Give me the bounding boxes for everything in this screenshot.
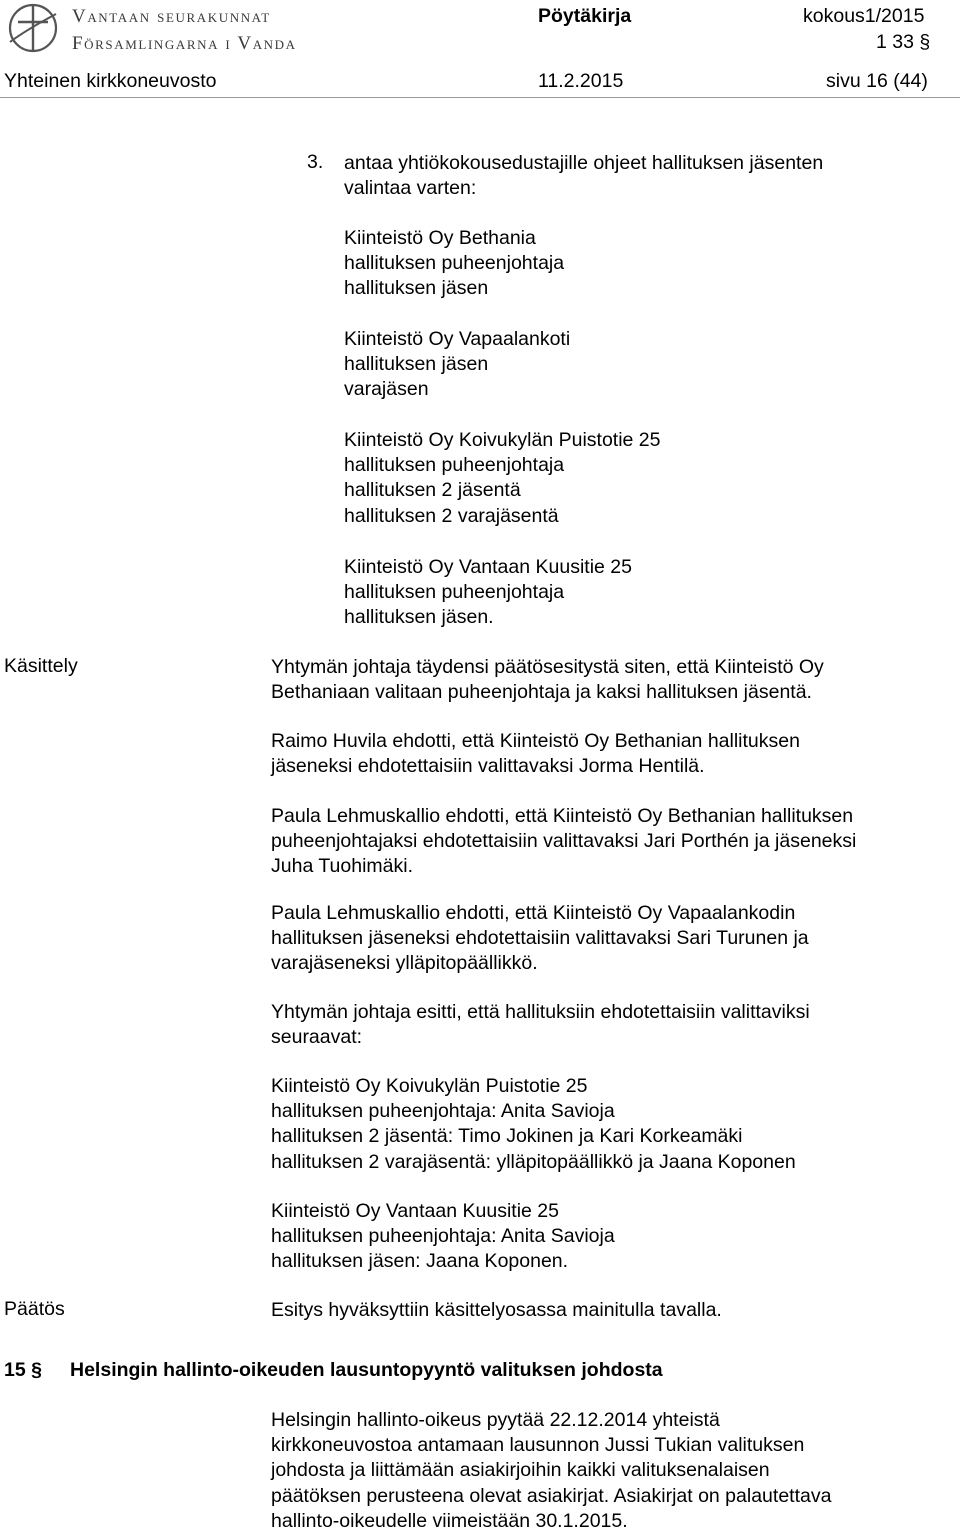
parish-logo-icon (4, 2, 62, 54)
list-item-text (344, 151, 823, 201)
text-line: Yhtymän johtaja esitti, että hallituksiin ehdotettaisiin valittaviksi (271, 1001, 810, 1023)
page-number: sivu 16 (44) (826, 70, 928, 92)
text-line: Kiinteistö Oy Vantaan Kuusitie 25 (271, 1200, 559, 1222)
kasittely-paragraph-7 (271, 1199, 615, 1275)
text-line: seuraavat: (271, 1026, 363, 1049)
company-block-kuusitie (344, 555, 632, 631)
text-line: Juha Tuohimäki. (271, 855, 413, 878)
company-block-vapaalankoti (344, 327, 570, 403)
text-line: antaa yhtiökokousedustajille ohjeet hallituksen jäsenten (344, 152, 824, 174)
section-label-paatos: Päätös (4, 1298, 65, 1320)
text-line: valintaa varten: (344, 177, 477, 200)
company-role: hallituksen puheenjohtaja (344, 252, 565, 275)
company-role: hallituksen jäsen. (344, 606, 494, 629)
header-divider (0, 97, 960, 98)
organization-name-fi: Vantaan seurakunnat (72, 6, 271, 27)
organization-name-sv: Församlingarna i Vanda (72, 33, 297, 54)
text-line: Bethaniaan valitaan puheenjohtaja ja kaksi hallituksen jäsentä. (271, 681, 812, 704)
company-block-koivukyla (344, 428, 661, 529)
kasittely-paragraph-6 (271, 1074, 796, 1175)
kasittely-paragraph-5 (271, 1000, 810, 1050)
text-line: päätöksen perusteena olevat asiakirjat. Asiakirjat on palautettava (271, 1484, 832, 1507)
text-line: Paula Lehmuskallio ehdotti, että Kiinteistö Oy Vapaalankodin (271, 902, 796, 924)
company-name: Kiinteistö Oy Koivukylän Puistotie 25 (344, 429, 661, 451)
kasittely-paragraph-3 (271, 804, 856, 880)
company-role: varajäsen (344, 378, 429, 401)
text-line: kirkkoneuvostoa antamaan lausunnon Jussi Tukian valituksen (271, 1434, 805, 1457)
company-block-bethania (344, 226, 564, 302)
text-line: johdosta ja liittämään asiakirjoihin kaikki valituksenalaisen (271, 1459, 770, 1482)
text-line: hallituksen jäsen: Jaana Koponen. (271, 1250, 569, 1273)
company-name: Kiinteistö Oy Bethania (344, 227, 536, 249)
meeting-number: kokous1/2015 (803, 5, 925, 27)
company-name: Kiinteistö Oy Vantaan Kuusitie 25 (344, 556, 632, 578)
kasittely-paragraph-4 (271, 901, 809, 977)
company-role: hallituksen jäsen (344, 353, 489, 376)
section-number: 15 § (4, 1359, 42, 1381)
company-name: Kiinteistö Oy Vapaalankoti (344, 328, 571, 350)
document-type: Pöytäkirja (538, 5, 632, 27)
text-line: hallituksen jäseneksi ehdotettaisiin valittavaksi Sari Turunen ja (271, 927, 809, 950)
text-line: puheenjohtajaksi ehdotettaisiin valittavaksi Jari Porthén ja jäseneksi (271, 830, 857, 853)
section-range: 1 33 § (876, 31, 931, 53)
text-line: hallituksen 2 varajäsentä: ylläpitopäällikkö ja Jaana Koponen (271, 1150, 796, 1173)
meeting-date: 11.2.2015 (538, 70, 624, 92)
text-line: Paula Lehmuskallio ehdotti, että Kiinteistö Oy Bethanian hallituksen (271, 805, 854, 827)
company-role: hallituksen 2 jäsentä (344, 479, 521, 502)
section-label-kasittely: Käsittely (4, 655, 78, 677)
text-line: Kiinteistö Oy Koivukylän Puistotie 25 (271, 1075, 588, 1097)
text-line: Helsingin hallinto-oikeus pyytää 22.12.2014 yhteistä (271, 1409, 720, 1431)
text-line: hallituksen puheenjohtaja: Anita Savioja (271, 1100, 615, 1123)
kasittely-paragraph-1 (271, 655, 824, 705)
list-item-number: 3. (307, 151, 324, 173)
company-role: hallituksen puheenjohtaja (344, 581, 565, 604)
text-line: hallituksen puheenjohtaja: Anita Savioja (271, 1225, 615, 1248)
company-role: hallituksen puheenjohtaja (344, 454, 565, 477)
text-line: Yhtymän johtaja täydensi päätösesitystä siten, että Kiinteistö Oy (271, 656, 824, 678)
text-line: hallituksen 2 jäsentä: Timo Jokinen ja Kari Korkeamäki (271, 1125, 743, 1148)
text-line: jäseneksi ehdotettaisiin valittavaksi Jorma Hentilä. (271, 755, 705, 778)
company-role: hallituksen jäsen (344, 277, 489, 300)
decision-text: Esitys hyväksyttiin käsittelyosassa mainitulla tavalla. (271, 1299, 722, 1321)
kasittely-paragraph-2 (271, 729, 800, 779)
section-title: Helsingin hallinto-oikeuden lausuntopyyntö valituksen johdosta (70, 1359, 663, 1381)
text-line: Raimo Huvila ehdotti, että Kiinteistö Oy Bethanian hallituksen (271, 730, 800, 752)
text-line: hallinto-oikeudelle viimeistään 30.1.2015. (271, 1509, 628, 1532)
section-15-body (271, 1408, 831, 1534)
governing-body-name: Yhteinen kirkkoneuvosto (4, 70, 217, 92)
text-line: varajäseneksi ylläpitopäällikkö. (271, 952, 538, 975)
company-role: hallituksen 2 varajäsentä (344, 504, 559, 527)
